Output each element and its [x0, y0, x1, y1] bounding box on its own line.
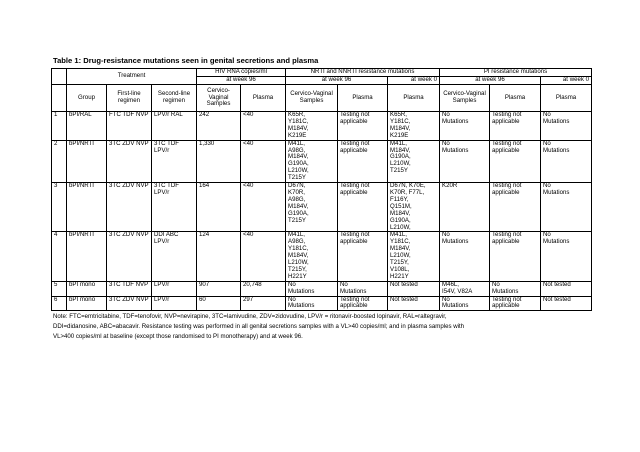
cell-hiv-plasma: <40 — [241, 232, 286, 281]
cell-line: A98G, — [288, 238, 306, 246]
cell-nrti-cvs — [286, 140, 338, 182]
cell-line: No — [543, 182, 551, 190]
cell-pi-week0 — [541, 112, 592, 141]
cell-pi-week0 — [541, 232, 592, 281]
cell-first-line: 3TC ZDV NVP — [107, 183, 152, 232]
cell-line: G190A, — [390, 153, 411, 161]
cell-pi-week0 — [541, 281, 592, 296]
cell-first-line: 3TC TDF NVP — [107, 281, 152, 296]
cell-pi-week0 — [541, 296, 592, 311]
cell-line: Y181C, — [288, 245, 309, 253]
cell-line: K219E — [288, 131, 307, 139]
cell-second-line: 3TC TDF LPV/r — [152, 183, 197, 232]
cell-line: Not tested — [543, 296, 571, 303]
cell-line: Testing not — [492, 182, 522, 190]
cell-line: M184V, — [288, 124, 309, 132]
cell-line: T215Y, — [390, 259, 409, 267]
cell-line: applicable — [340, 238, 368, 246]
cell-nrti-cvs — [286, 183, 338, 232]
cell-row-number: 4 — [52, 232, 67, 281]
cell-line: Y181C, — [390, 117, 411, 125]
header-pi: PI resistance mutations — [440, 69, 592, 77]
cell-line: Testing not — [340, 296, 370, 303]
cell-group: bPI mono — [67, 296, 107, 311]
cell-line: L210W, — [390, 223, 411, 231]
header-nrti-week0: at week 0 — [388, 77, 440, 85]
cell-line: K20R — [442, 182, 458, 190]
header-nrti-plasma: Plasma — [338, 85, 388, 112]
header-nrti-week96: at week 96 — [286, 77, 388, 85]
cell-line: No — [442, 140, 450, 147]
cell-hiv-plasma: <40 — [241, 183, 286, 232]
cell-line: Testing not — [340, 140, 370, 147]
cell-line: M184V, — [288, 202, 309, 210]
header-hiv-rna: HIV RNA copies/ml — [197, 69, 286, 77]
cell-pi-cvs — [440, 112, 490, 141]
cell-line: G190A, — [390, 216, 411, 224]
cell-line: H221Y — [288, 272, 307, 280]
table-body — [52, 112, 592, 311]
cell-line: L210W, — [390, 160, 411, 168]
header-nrti-w0-plasma: Plasma — [388, 85, 440, 112]
cell-line: Testing not — [340, 182, 370, 190]
cell-nrti-week0 — [388, 296, 440, 311]
header-hiv-plasma: Plasma — [241, 85, 286, 112]
cell-line: Mutations — [492, 287, 519, 295]
cell-first-line: FTC TDF NVP — [107, 112, 152, 141]
cell-line: M41L, — [390, 231, 407, 239]
cell-line: G190A, — [288, 160, 309, 168]
header-hiv-cvs: Cervico-Vaginal Samples — [197, 85, 241, 112]
cell-line: M46L, — [442, 281, 459, 288]
cell-line: Mutations — [288, 287, 315, 295]
header-treatment: Treatment — [67, 69, 197, 85]
cell-nrti-plasma — [338, 232, 388, 281]
cell-nrti-cvs — [286, 281, 338, 296]
cell-nrti-week0 — [388, 112, 440, 141]
cell-line: M184V, — [390, 209, 411, 217]
cell-line: applicable — [492, 238, 520, 246]
cell-line: M184V, — [288, 252, 309, 260]
cell-line: applicable — [492, 302, 520, 310]
cell-line: M184V, — [390, 245, 411, 253]
cell-line: K70R, F77L, — [390, 188, 425, 196]
cell-hiv-cvs: 124 — [197, 232, 241, 281]
cell-nrti-plasma — [338, 183, 388, 232]
table-row — [52, 232, 592, 281]
cell-line: I54V, V82A — [442, 287, 473, 295]
resistance-table — [51, 68, 592, 311]
cell-line: M41L, — [288, 231, 305, 239]
cell-line: V108L, — [390, 265, 410, 273]
cell-pi-cvs — [440, 140, 490, 182]
cell-hiv-cvs: 60 — [197, 296, 241, 311]
cell-group: bPI/NRTI — [67, 140, 107, 182]
cell-pi-cvs — [440, 183, 490, 232]
cell-line: Testing not — [492, 111, 522, 118]
cell-pi-week0 — [541, 140, 592, 182]
header-pi-cvs: Cervico-Vaginal Samples — [440, 85, 490, 112]
header-blank — [52, 69, 67, 85]
cell-line: K65R, — [288, 111, 305, 118]
cell-line: Q151M, — [390, 202, 412, 210]
header-no — [52, 85, 67, 112]
cell-hiv-plasma: <40 — [241, 140, 286, 182]
cell-line: No — [288, 281, 296, 288]
cell-line: G190A, — [288, 209, 309, 217]
header-second-line: Second-line regimen — [152, 85, 197, 112]
cell-line: A98G, — [288, 146, 306, 154]
cell-line: Testing not — [492, 296, 522, 303]
cell-line: No — [492, 281, 500, 288]
cell-second-line: LPV/r — [152, 296, 197, 311]
cell-line: L210W, — [288, 167, 309, 175]
cell-nrti-week0 — [388, 183, 440, 232]
cell-line: Not tested — [390, 296, 418, 303]
cell-line: No — [543, 231, 551, 239]
cell-nrti-cvs — [286, 112, 338, 141]
cell-line: Testing not — [340, 111, 370, 118]
cell-line: D67N, K70E, — [390, 182, 426, 190]
cell-line: applicable — [340, 302, 368, 310]
cell-hiv-cvs: 164 — [197, 183, 241, 232]
cell-line: L210W, — [390, 252, 411, 260]
cell-row-number: 6 — [52, 296, 67, 311]
header-group: Group — [67, 85, 107, 112]
cell-line: T215Y — [288, 216, 306, 224]
cell-pi-plasma — [490, 281, 541, 296]
cell-line: No — [543, 140, 551, 147]
cell-first-line: 3TC ZDV NVP — [107, 140, 152, 182]
cell-pi-week0 — [541, 183, 592, 232]
cell-line: Mutations — [543, 117, 570, 125]
cell-line: T215Y — [390, 167, 408, 175]
cell-nrti-week0 — [388, 232, 440, 281]
cell-pi-plasma — [490, 296, 541, 311]
cell-group: bPI/NRTI — [67, 232, 107, 281]
cell-line: Not tested — [390, 281, 418, 288]
cell-second-line: 3TC TDF LPV/r — [152, 140, 197, 182]
table-row — [52, 112, 592, 141]
cell-line: No — [442, 231, 450, 239]
cell-line: applicable — [340, 188, 368, 196]
cell-second-line: DDI ABC LPV/r — [152, 232, 197, 281]
cell-line: M184V, — [390, 124, 411, 132]
cell-pi-cvs — [440, 281, 490, 296]
header-pi-w0-plasma: Plasma — [541, 85, 592, 112]
cell-nrti-week0 — [388, 140, 440, 182]
table-row — [52, 296, 592, 311]
cell-pi-plasma — [490, 140, 541, 182]
cell-line: Y181C, — [288, 117, 309, 125]
cell-row-number: 1 — [52, 112, 67, 141]
cell-line: H221Y — [390, 272, 409, 280]
cell-hiv-cvs: 242 — [197, 112, 241, 141]
note-line: DDI=didanosine, ABC=abacavir. Resistance testing was performed in all genital secretions samples with a VL>40 copies/ml; and in plasma samples with — [53, 322, 465, 330]
cell-line: Testing not — [492, 140, 522, 147]
cell-line: Mutations — [543, 188, 570, 196]
cell-line: No — [543, 111, 551, 118]
cell-line: D67N, — [288, 182, 306, 190]
cell-line: K65R, — [390, 111, 407, 118]
cell-hiv-cvs: 907 — [197, 281, 241, 296]
cell-line: applicable — [340, 117, 368, 125]
cell-line: Mutations — [442, 146, 469, 154]
cell-pi-cvs — [440, 296, 490, 311]
cell-first-line: 3TC ZDV NVP — [107, 296, 152, 311]
cell-line: Mutations — [543, 146, 570, 154]
note-line: VL>400 copies/ml at baseline (except those randomised to PI monotherapy) and at week 96. — [53, 332, 303, 340]
cell-first-line: 3TC ZDV NVP — [107, 232, 152, 281]
cell-line: Testing not — [340, 231, 370, 239]
cell-line: Not tested — [543, 281, 571, 288]
note-line: Note: FTC=emtricitabine, TDF=tenofovir, NVP=nevirapine, 3TC=lamivudine, ZDV=zidovudine, LPV/r = ritonavir-boosted lopinavir, RAL=raltegravir, — [53, 313, 447, 321]
cell-nrti-plasma — [338, 281, 388, 296]
cell-line: No — [340, 281, 348, 288]
cell-line: K70R, — [288, 188, 305, 196]
cell-line: No — [442, 296, 450, 303]
cell-line: T215Y, — [288, 265, 307, 273]
table-row — [52, 183, 592, 232]
cell-line: M184V, — [390, 146, 411, 154]
cell-line: A98G, — [288, 195, 306, 203]
cell-line: Mutations — [442, 302, 469, 310]
cell-row-number: 3 — [52, 183, 67, 232]
header-first-line: First-line regimen — [107, 85, 152, 112]
cell-hiv-plasma: 297 — [241, 296, 286, 311]
cell-line: Mutations — [288, 302, 315, 310]
header-nrti: NRTI and NNRTI resistance mutations — [286, 69, 440, 77]
cell-nrti-cvs — [286, 232, 338, 281]
cell-row-number: 2 — [52, 140, 67, 182]
header-pi-plasma: Plasma — [490, 85, 541, 112]
cell-line: M41L, — [390, 140, 407, 147]
cell-nrti-plasma — [338, 140, 388, 182]
table-note — [53, 312, 593, 341]
cell-row-number: 5 — [52, 281, 67, 296]
cell-group: bPI/NRTI — [67, 183, 107, 232]
cell-nrti-week0 — [388, 281, 440, 296]
cell-nrti-cvs — [286, 296, 338, 311]
cell-group: bPI/RAL — [67, 112, 107, 141]
cell-hiv-cvs: 1,330 — [197, 140, 241, 182]
cell-hiv-plasma: <40 — [241, 112, 286, 141]
cell-line: K219E — [390, 131, 409, 139]
cell-nrti-plasma — [338, 112, 388, 141]
cell-nrti-plasma — [338, 296, 388, 311]
header-nrti-cvs: Cervico-Vaginal Samples — [286, 85, 338, 112]
cell-line: Testing not — [492, 231, 522, 239]
cell-line: applicable — [492, 117, 520, 125]
cell-second-line: LPV/r — [152, 281, 197, 296]
cell-pi-plasma — [490, 112, 541, 141]
cell-second-line: LPV/r RAL — [152, 112, 197, 141]
cell-line: No — [288, 296, 296, 303]
cell-line: T215Y — [288, 174, 306, 182]
cell-line: L210W, — [288, 259, 309, 267]
cell-line: Mutations — [340, 287, 367, 295]
cell-line: Mutations — [442, 117, 469, 125]
table-row — [52, 281, 592, 296]
paper-page — [51, 56, 591, 341]
cell-line: applicable — [340, 146, 368, 154]
cell-line: Mutations — [442, 238, 469, 246]
cell-line: No — [442, 111, 450, 118]
header-hiv-week96: at week 96 — [197, 77, 286, 85]
cell-pi-plasma — [490, 232, 541, 281]
cell-pi-cvs — [440, 232, 490, 281]
cell-hiv-plasma: 20,748 — [241, 281, 286, 296]
cell-line: applicable — [492, 188, 520, 196]
cell-group: bPI mono — [67, 281, 107, 296]
cell-line: F116Y, — [390, 195, 409, 203]
header-pi-week96: at week 96 — [440, 77, 541, 85]
cell-line: Mutations — [543, 238, 570, 246]
cell-line: M184V, — [288, 153, 309, 161]
table-row — [52, 140, 592, 182]
table-title: Table 1: Drug-resistance mutations seen in genital secretions and plasma — [53, 56, 319, 65]
header-pi-week0: at week 0 — [541, 77, 592, 85]
cell-line: applicable — [492, 146, 520, 154]
cell-line: M41L, — [288, 140, 305, 147]
cell-line: Y181C, — [390, 238, 411, 246]
cell-pi-plasma — [490, 183, 541, 232]
